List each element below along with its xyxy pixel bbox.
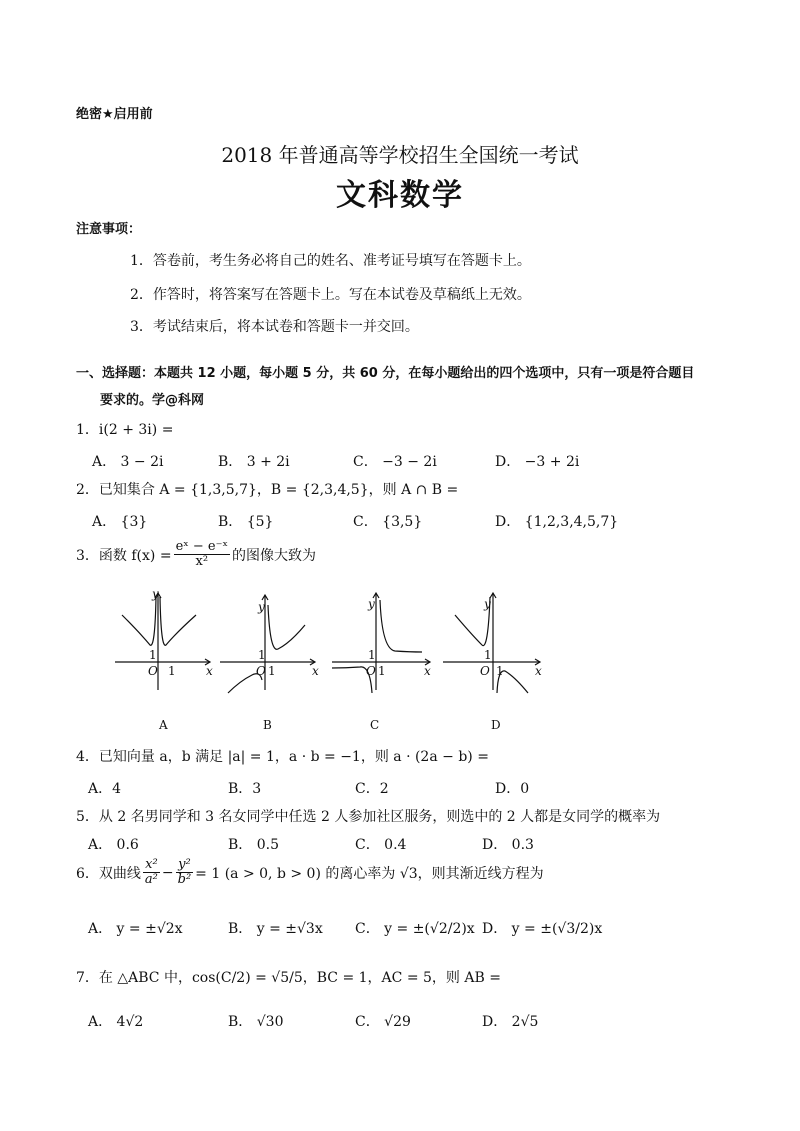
axis-y-label: y	[368, 597, 375, 611]
graph-b	[220, 595, 315, 693]
question-number: 6．	[76, 865, 99, 882]
subject-title: 文科数学	[336, 178, 464, 213]
question-number: 1．	[76, 422, 99, 438]
axis-x-label: x	[206, 664, 213, 678]
secret-label: 绝密★启用前	[76, 107, 153, 122]
axis-x-label: x	[535, 664, 542, 678]
question-6: 6． 双曲线 $\frac{\text{x²}}{\text{a²}}$ − $\frac{\text{y²}}{\text{b²}}$ = 1 (a > 0, b > 0) 的离心率为 √3，则其渐近线方程为	[76, 857, 544, 888]
option-b: B．3	[228, 781, 262, 797]
option-c: C． y = ±(√2/2)x	[355, 921, 475, 937]
fraction-numerator: eˣ − e⁻ˣ	[175, 539, 228, 554]
question-4	[76, 746, 489, 766]
question-3	[76, 540, 316, 570]
graph-d	[443, 593, 540, 693]
tick-label: 1	[378, 664, 386, 678]
tick-label: 1	[258, 648, 266, 662]
option-b: B． {5}	[218, 514, 274, 530]
axis-y-label: y	[258, 600, 265, 614]
option-d: D． −3 + 2i	[495, 454, 580, 470]
function-fraction	[174, 540, 230, 570]
option-d: D． y = ±(√3/2)x	[482, 921, 603, 937]
option-d: D． 0.3	[482, 837, 534, 853]
question-stem-post: 的图像大致为	[232, 547, 316, 564]
graph-c	[332, 593, 430, 693]
graph-label-a: A	[159, 718, 168, 732]
question-7	[76, 967, 501, 987]
note-item: 1．答卷前，考生务必将自己的姓名、准考证号填写在答题卡上。	[130, 253, 531, 269]
question-number: 5．	[76, 809, 99, 825]
option-d: D． {1,2,3,4,5,7}	[495, 514, 619, 530]
tick-label: 1	[496, 664, 504, 678]
question-2	[76, 479, 458, 499]
question-stem: 已知向量 a，b 满足 |a| = 1，a · b = −1，则 a · (2a − b) =	[98, 749, 489, 765]
notes-title: 注意事项：	[76, 222, 142, 237]
exam-title: 2018 年普通高等学校招生全国统一考试	[221, 143, 579, 167]
question-number: 3．	[76, 547, 99, 564]
question-stem: i(2 + 3i) =	[98, 422, 174, 438]
question-number: 2．	[76, 482, 99, 498]
option-a: A． 3 − 2i	[92, 454, 164, 470]
question-stem-pre: 双曲线	[98, 865, 141, 882]
graph-a	[115, 593, 210, 690]
option-c: C．2	[355, 781, 389, 797]
question-number: 4．	[76, 749, 99, 765]
question-stem-pre: 函数 f(x) =	[98, 547, 172, 564]
origin-label: O	[256, 664, 266, 678]
question-stem: 在 △ABC 中，cos(C/2) = √5/5，BC = 1，AC = 5，则 AB =	[98, 970, 501, 986]
option-b: B． 3 + 2i	[218, 454, 290, 470]
tick-label: 1	[268, 664, 276, 678]
option-b: B． √30	[228, 1014, 284, 1030]
option-a: A． 4√2	[88, 1014, 144, 1030]
axis-x-label: x	[424, 664, 431, 678]
graph-label-d: D	[491, 718, 501, 732]
fraction-denominator: x²	[195, 554, 209, 570]
question-number: 7．	[76, 970, 99, 986]
option-c: C． 0.4	[355, 837, 407, 853]
graph-label-b: B	[263, 718, 272, 732]
option-c: C． −3 − 2i	[353, 454, 437, 470]
tick-label: 1	[149, 648, 157, 662]
note-item: 2．作答时，将答案写在答题卡上。写在本试卷及草稿纸上无效。	[130, 287, 531, 303]
option-c: C． {3,5}	[353, 514, 423, 530]
tick-label: 1	[484, 648, 492, 662]
question-stem: 从 2 名男同学和 3 名女同学中任选 2 人参加社区服务，则选中的 2 人都是女同学的概率为	[98, 809, 661, 825]
option-d: D．0	[495, 781, 530, 797]
option-a: A． y = ±√2x	[88, 921, 183, 937]
section-heading-cont: 要求的。学@科网	[100, 393, 205, 408]
option-b: B． 0.5	[228, 837, 280, 853]
option-a: A． 0.6	[88, 837, 139, 853]
question-stem-mid: = 1 (a > 0, b > 0) 的离心率为 √3，则其渐近线方程为	[195, 865, 544, 882]
origin-label: O	[480, 664, 490, 678]
section-heading: 一、选择题：本题共 12 小题，每小题 5 分，共 60 分，在每小题给出的四个选项中，只有一项是符合题目	[76, 366, 695, 381]
fraction-x: $\frac{\text{x²}}{\text{a²}}$	[144, 857, 158, 888]
question-stem: 已知集合 A = {1,3,5,7}，B = {2,3,4,5}，则 A ∩ B =	[98, 482, 459, 498]
option-d: D． 2√5	[482, 1014, 539, 1030]
axis-y-label: y	[152, 587, 159, 601]
origin-label: O	[366, 664, 376, 678]
fraction-y: $\frac{\text{y²}}{\text{b²}}$	[177, 857, 192, 888]
tick-label: 1	[168, 664, 176, 678]
option-b: B． y = ±√3x	[228, 921, 323, 937]
option-a: A．4	[88, 781, 122, 797]
note-item: 3．考试结束后，将本试卷和答题卡一并交回。	[130, 319, 419, 335]
option-a: A． {3}	[92, 514, 148, 530]
question-5	[76, 806, 660, 826]
question-1	[76, 419, 173, 439]
graph-label-c: C	[370, 718, 380, 732]
tick-label: 1	[368, 648, 376, 662]
axis-y-label: y	[484, 597, 491, 611]
option-c: C． √29	[355, 1014, 411, 1030]
origin-label: O	[148, 664, 158, 678]
axis-x-label: x	[312, 664, 319, 678]
